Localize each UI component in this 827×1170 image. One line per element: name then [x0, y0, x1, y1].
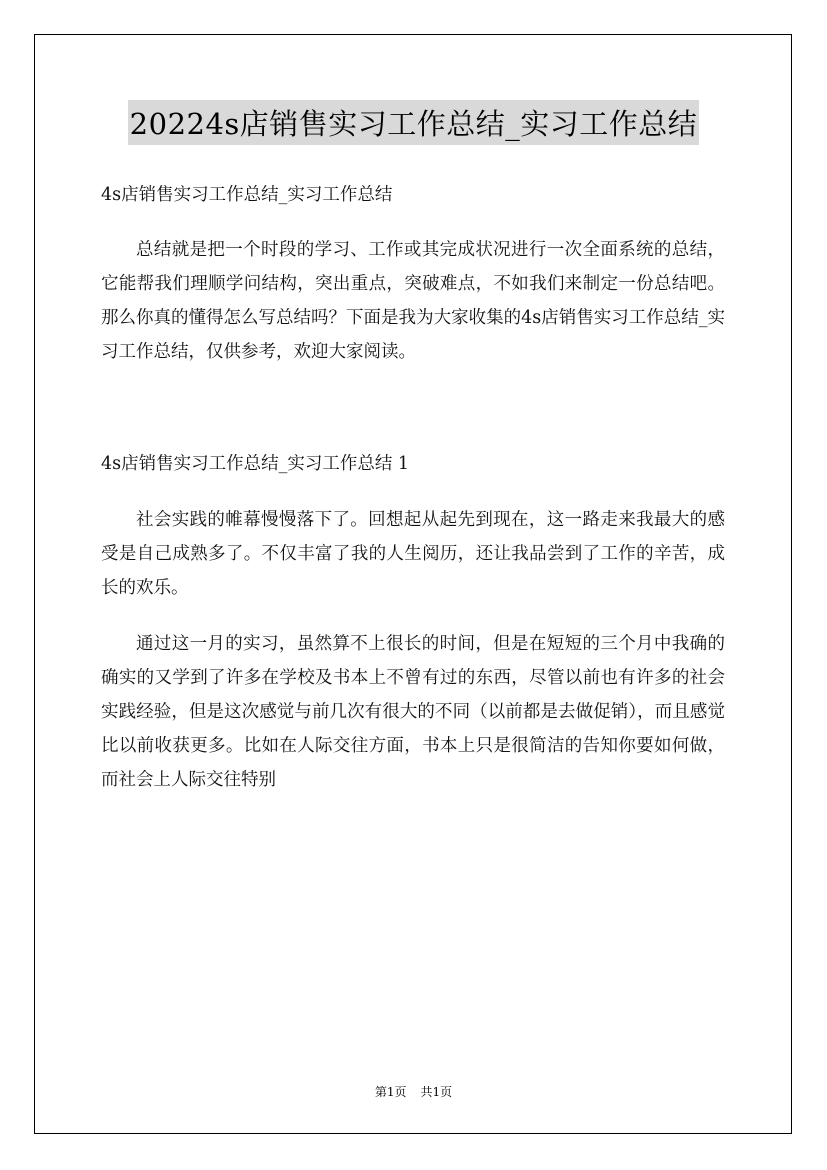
page-number: 第1页 — [374, 1085, 407, 1099]
section1-paragraph-1: 社会实践的帷幕慢慢落下了。回想起从起先到现在，这一路走来我最大的感受是自己成熟多了。不仅丰富了我的人生阅历，还让我品尝到了工作的辛苦，成长的欢乐。 — [101, 510, 725, 598]
title-area — [0, 100, 827, 145]
section1-paragraph-2: 通过这一月的实习，虽然算不上很长的时间，但是在短短的三个月中我确的确实的又学到了许多在学校及书本上不曾有过的东西，尽管以前也有许多的社会实践经验，但是这次感觉与前几次有很大的不同（以前都是去做促销），而且感觉比以前收获更多。比如在人际交往方面，书本上只是很简洁的告知你要如何做，而社会上人际交往特别 — [101, 634, 725, 790]
document-title: 20224s店销售实习工作总结_实习工作总结 — [128, 100, 700, 145]
intro-heading: 4s店销售实习工作总结_实习工作总结 — [101, 185, 393, 205]
document-body — [101, 178, 725, 797]
page-total: 共1页 — [420, 1085, 453, 1099]
section1-heading: 4s店销售实习工作总结_实习工作总结 1 — [101, 454, 410, 474]
page-footer — [0, 1083, 827, 1100]
intro-paragraph: 总结就是把一个时段的学习、工作或其完成状况进行一次全面系统的总结，它能帮我们理顺学问结构，突出重点，突破难点，不如我们来制定一份总结吧。那么你真的懂得怎么写总结吗？下面是我为大家收集的4s店销售实习工作总结_实习工作总结，仅供参考，欢迎大家阅读。 — [101, 240, 725, 362]
